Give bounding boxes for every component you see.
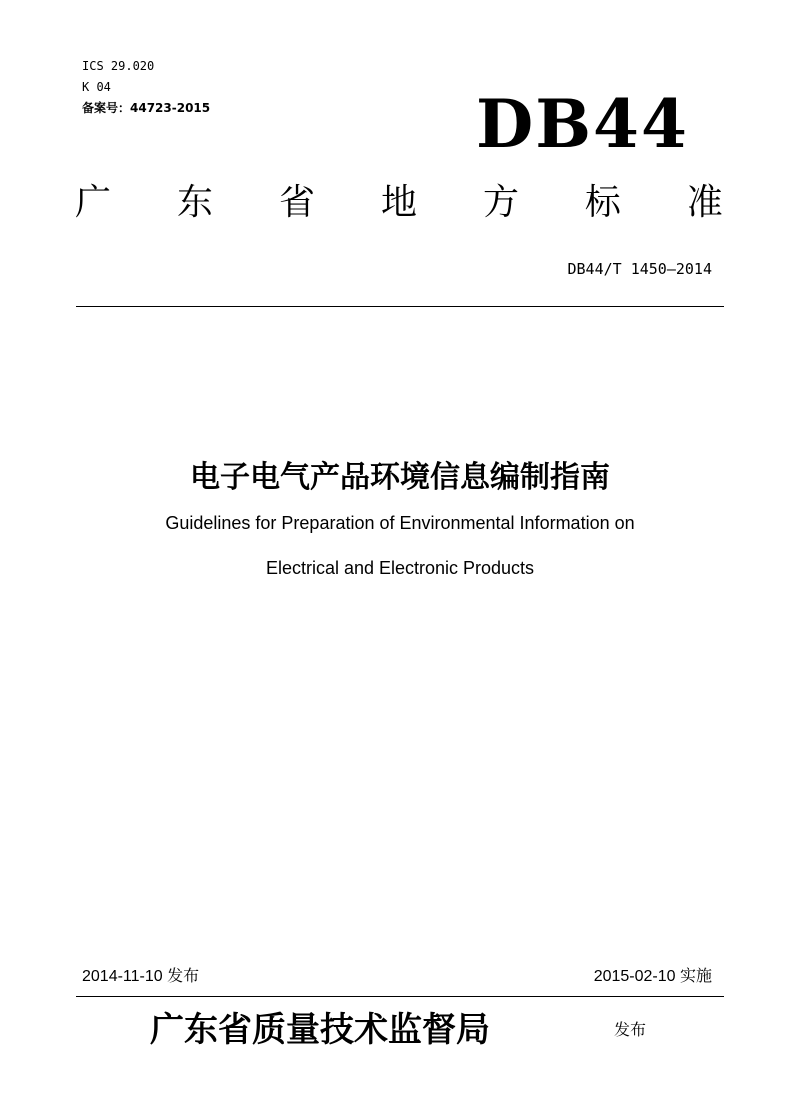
issuing-authority: 广东省质量技术监督局 xyxy=(150,1010,490,1050)
standard-type-char: 省 xyxy=(278,182,315,223)
standard-type-heading xyxy=(75,180,723,226)
filing-number: 备案号：44723-2015 xyxy=(82,101,211,115)
standard-number: DB44/T 1450—2014 xyxy=(567,260,712,278)
standard-type-char: 东 xyxy=(176,182,213,223)
standard-type-char: 准 xyxy=(686,182,723,223)
ics-code: ICS 29.020 xyxy=(82,59,155,73)
top-divider xyxy=(76,306,724,307)
issue-date: 2014-11-10 发布 xyxy=(82,968,200,985)
standard-type-char: 广 xyxy=(75,182,112,223)
document-title-english-line2: Electrical and Electronic Products xyxy=(265,558,535,578)
publish-label: 发布 xyxy=(614,1020,647,1039)
classification-code: K 04 xyxy=(82,80,111,94)
bottom-divider xyxy=(76,996,724,997)
standard-type-char: 地 xyxy=(380,182,417,223)
standard-type-char: 标 xyxy=(584,182,621,223)
document-title-chinese: 电子电气产品环境信息编制指南 xyxy=(190,460,610,495)
document-title-english-line1: Guidelines for Preparation of Environmental Information on xyxy=(165,513,635,533)
implementation-date: 2015-02-10 实施 xyxy=(593,968,712,985)
standard-code-logo: DB44 xyxy=(476,85,689,163)
standard-type-char: 方 xyxy=(482,182,519,223)
